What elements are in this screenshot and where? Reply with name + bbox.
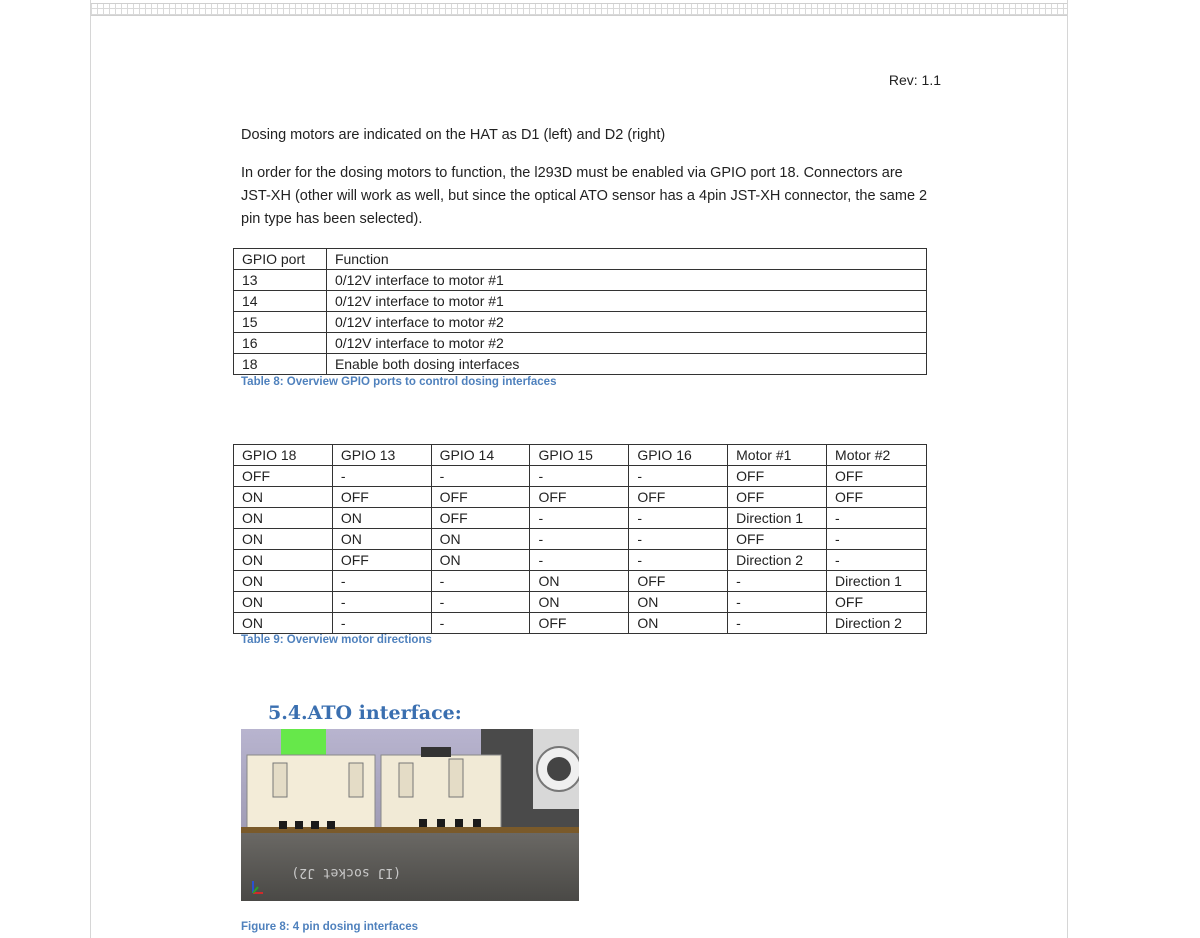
table8-caption: Table 8: Overview GPIO ports to control dosing interfaces	[241, 376, 557, 388]
table-cell: 14	[234, 291, 327, 312]
table-cell: ON	[234, 529, 333, 550]
table-cell: ON	[431, 550, 530, 571]
table-cell: -	[827, 508, 927, 529]
document-page	[90, 0, 1068, 938]
table-cell: ON	[530, 571, 629, 592]
gpio-ports-table	[233, 248, 927, 375]
table-cell: 15	[234, 312, 327, 333]
table-cell: 0/12V interface to motor #1	[326, 291, 926, 312]
table-row	[234, 291, 927, 312]
table-cell: OFF	[234, 466, 333, 487]
dosing-details-paragraph: In order for the dosing motors to function, the l293D must be enabled via GPIO port 18. Connectors are JST-XH (other will work as well, but since the optical ATO sensor has a 4pin JST-XH connector, the same 2 pin type has been selected).	[241, 165, 928, 227]
table-cell: OFF	[530, 487, 629, 508]
table-row	[234, 270, 927, 291]
table-row	[234, 613, 927, 634]
table-cell: Enable both dosing interfaces	[326, 354, 926, 375]
table-cell: -	[629, 550, 728, 571]
table9-caption: Table 9: Overview motor directions	[241, 634, 432, 646]
table-row	[234, 312, 927, 333]
table-cell: OFF	[728, 466, 827, 487]
table-cell: -	[431, 466, 530, 487]
table-cell: -	[827, 529, 927, 550]
silkscreen-text: (IJ socket J2)	[291, 865, 401, 880]
table-cell: -	[332, 613, 431, 634]
table-header-cell: GPIO port	[234, 249, 327, 270]
table-row	[234, 571, 927, 592]
dosing-intro-paragraph: Dosing motors are indicated on the HAT as D1 (left) and D2 (right)	[241, 127, 666, 143]
revision-label: Rev: 1.1	[888, 72, 941, 88]
table-cell: ON	[629, 592, 728, 613]
table-cell: OFF	[629, 487, 728, 508]
table-row	[234, 529, 927, 550]
table-cell: ON	[431, 529, 530, 550]
table-header-cell: GPIO 14	[431, 445, 530, 466]
table-cell: OFF	[629, 571, 728, 592]
table-cell: OFF	[332, 487, 431, 508]
table-cell: OFF	[530, 613, 629, 634]
table-cell: OFF	[332, 550, 431, 571]
table-cell: 0/12V interface to motor #1	[326, 270, 926, 291]
table-row	[234, 487, 927, 508]
table-cell: -	[728, 592, 827, 613]
table-cell: -	[629, 466, 728, 487]
table-cell: Direction 1	[728, 508, 827, 529]
table-cell: OFF	[827, 487, 927, 508]
table-cell: -	[530, 550, 629, 571]
table-cell: ON	[234, 571, 333, 592]
table-header-cell: Motor #2	[827, 445, 927, 466]
table-cell: -	[530, 508, 629, 529]
table-cell: 13	[234, 270, 327, 291]
table-header-cell: GPIO 18	[234, 445, 333, 466]
header-border	[91, 3, 1067, 16]
table-row	[234, 466, 927, 487]
table-header-cell: Function	[326, 249, 926, 270]
table-header-row	[234, 445, 927, 466]
table-cell: ON	[629, 613, 728, 634]
table-cell: ON	[332, 508, 431, 529]
table-cell: -	[728, 571, 827, 592]
connector-render-image	[241, 729, 579, 901]
table-row	[234, 354, 927, 375]
table-row	[234, 333, 927, 354]
table-cell: -	[530, 529, 629, 550]
table-header-cell: Motor #1	[728, 445, 827, 466]
figure8-caption: Figure 8: 4 pin dosing interfaces	[241, 921, 419, 933]
table-cell: OFF	[728, 487, 827, 508]
table-cell: 0/12V interface to motor #2	[326, 312, 926, 333]
table-cell: -	[530, 466, 629, 487]
table-cell: -	[728, 613, 827, 634]
table-cell: -	[629, 529, 728, 550]
section-heading: 5.4.ATO interface:	[268, 702, 462, 724]
table-cell: OFF	[827, 592, 927, 613]
table-cell: Direction 2	[827, 613, 927, 634]
table-row	[234, 550, 927, 571]
table-header-cell: GPIO 15	[530, 445, 629, 466]
table-cell: Direction 2	[728, 550, 827, 571]
motor-directions-table	[233, 444, 927, 634]
table-cell: -	[431, 571, 530, 592]
table-row	[234, 508, 927, 529]
table-cell: ON	[530, 592, 629, 613]
table-cell: -	[431, 592, 530, 613]
table-cell: Direction 1	[827, 571, 927, 592]
table-header-row	[234, 249, 927, 270]
table-cell: OFF	[431, 508, 530, 529]
table-cell: ON	[234, 613, 333, 634]
table-cell: OFF	[728, 529, 827, 550]
connector-figure	[241, 729, 579, 901]
table-cell: -	[332, 571, 431, 592]
table-cell: 16	[234, 333, 327, 354]
table-row	[234, 592, 927, 613]
table-cell: 18	[234, 354, 327, 375]
table-cell: -	[629, 508, 728, 529]
table-cell: -	[332, 466, 431, 487]
table-cell: OFF	[431, 487, 530, 508]
table-cell: -	[431, 613, 530, 634]
table-cell: ON	[234, 550, 333, 571]
table-cell: 0/12V interface to motor #2	[326, 333, 926, 354]
table-cell: OFF	[827, 466, 927, 487]
table-cell: -	[827, 550, 927, 571]
table-cell: ON	[234, 508, 333, 529]
table-cell: ON	[332, 529, 431, 550]
table-cell: ON	[234, 592, 333, 613]
table-cell: -	[332, 592, 431, 613]
table-cell: ON	[234, 487, 333, 508]
table-header-cell: GPIO 13	[332, 445, 431, 466]
table-header-cell: GPIO 16	[629, 445, 728, 466]
